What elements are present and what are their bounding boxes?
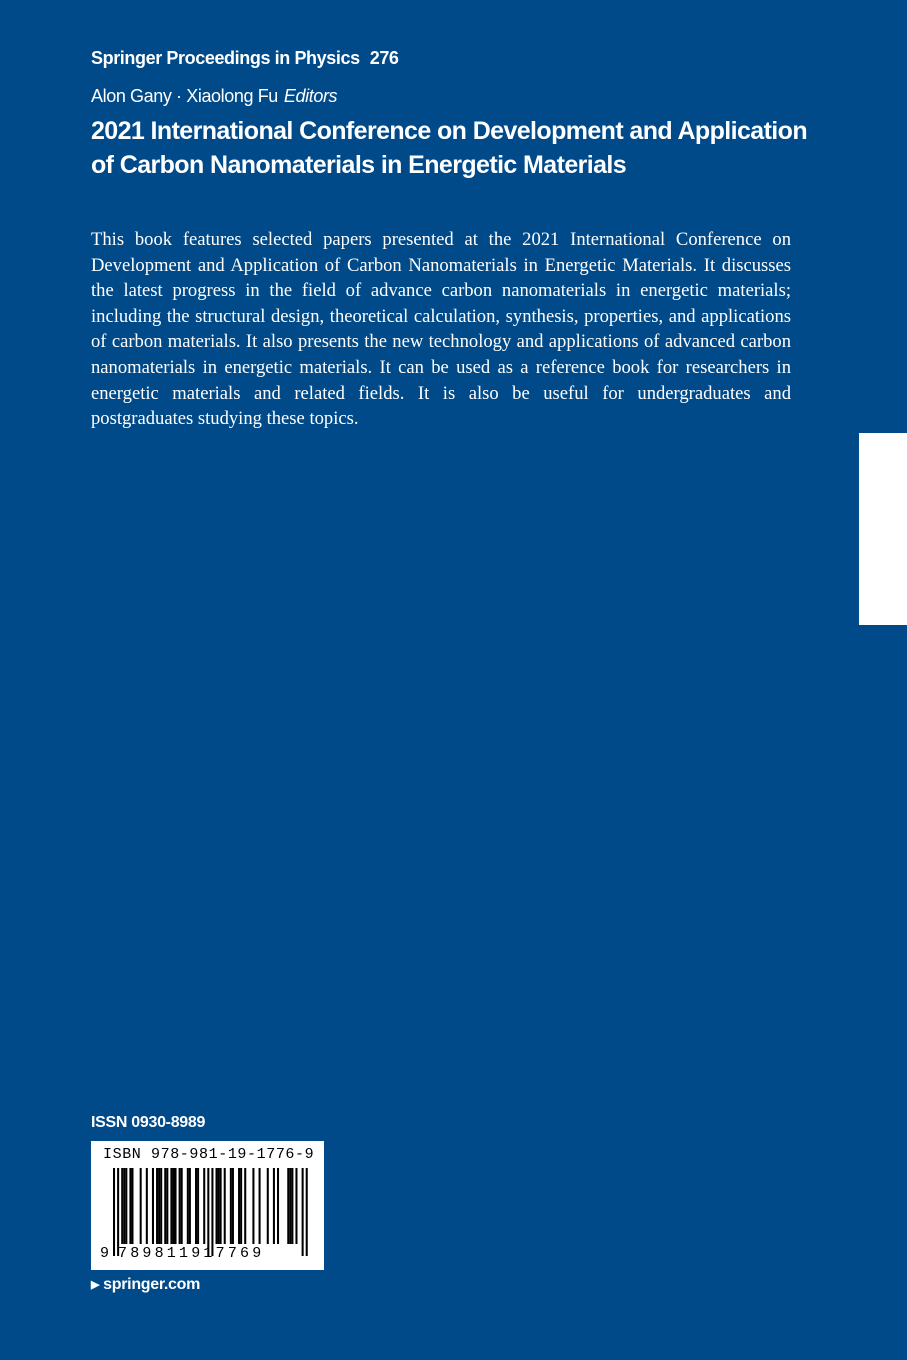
barcode-bar <box>207 1168 209 1256</box>
barcode-bar <box>175 1168 177 1244</box>
ean-first-digit: 9 <box>100 1245 110 1262</box>
barcode-bar <box>164 1168 166 1244</box>
book-title-line-2: of Carbon Nanomaterials in Energetic Materials <box>91 151 627 179</box>
barcode-bar <box>203 1168 205 1244</box>
series-name: Springer Proceedings in Physics <box>91 48 360 68</box>
barcode-bar <box>140 1168 142 1244</box>
barcode-bar <box>259 1168 261 1244</box>
barcode-bar <box>131 1168 133 1244</box>
barcode-bar <box>238 1168 240 1244</box>
arrow-right-icon: ▶ <box>91 1279 100 1291</box>
book-title <box>91 114 811 182</box>
barcode-bar <box>218 1168 220 1244</box>
barcode-bar <box>117 1168 119 1256</box>
barcode-bar <box>187 1168 189 1244</box>
barcode-bar <box>273 1168 275 1244</box>
barcode-bar <box>172 1168 174 1244</box>
barcode-bar <box>267 1168 269 1244</box>
barcode-bar <box>252 1168 254 1244</box>
barcode-bar <box>302 1168 304 1256</box>
springer-link-text: springer.com <box>103 1276 201 1293</box>
barcode-bar <box>230 1168 232 1244</box>
barcode-bar <box>291 1168 293 1244</box>
isbn-label: ISBN 978-981-19-1776-9 <box>103 1146 315 1163</box>
barcode-bar <box>160 1168 162 1244</box>
barcode-bar <box>121 1168 123 1244</box>
barcode-bar <box>181 1168 183 1244</box>
barcode-bar <box>152 1168 154 1244</box>
barcode-bar <box>170 1168 172 1244</box>
barcode-bar <box>179 1168 181 1244</box>
barcode-bar <box>123 1168 125 1244</box>
barcode-bar <box>197 1168 199 1244</box>
series-line <box>91 48 399 69</box>
barcode-bar <box>211 1168 213 1256</box>
ean-digits: 789811917769 <box>118 1245 265 1262</box>
side-tab <box>859 433 907 625</box>
barcode-bar <box>306 1168 308 1256</box>
barcode-bar <box>289 1168 291 1244</box>
barcode-bar <box>129 1168 131 1244</box>
barcode-bar <box>189 1168 191 1244</box>
barcode-bar <box>287 1168 289 1244</box>
barcode-bar <box>146 1168 148 1244</box>
barcode-bar <box>195 1168 197 1244</box>
barcode-bar <box>125 1168 127 1244</box>
barcode-bar <box>156 1168 158 1244</box>
barcode-bar <box>158 1168 160 1244</box>
barcode-bar <box>113 1168 115 1256</box>
issn-label: ISSN 0930-8989 <box>91 1114 206 1131</box>
barcode-bar <box>277 1168 279 1244</box>
springer-link[interactable] <box>91 1276 200 1294</box>
barcode-bar <box>216 1168 218 1244</box>
editor-names: Alon Gany · Xiaolong Fu <box>91 86 278 106</box>
barcode-bar <box>244 1168 246 1244</box>
barcode-box <box>91 1141 324 1270</box>
editors-role: Editors <box>283 86 338 106</box>
barcode-bar <box>224 1168 226 1244</box>
editors-line <box>91 86 337 107</box>
barcode-bar <box>220 1168 222 1244</box>
barcode-bar <box>166 1168 168 1244</box>
book-description: This book features selected papers presented at the 2021 International Conference on Development and Application of Carbon Nanomaterials in Energetic Materials. It discusses the latest progress in the field of advance carbon nanomaterials in energetic materials; including the structural design, theoretical calculation, synthesis, properties, and applications of carbon materials. It also presents the new technology and applications of advanced carbon nanomaterials in energetic materials. It can be used as a reference book for researchers in energetic materials and related fields. It is also be useful for undergraduates and postgraduates studying these topics. <box>91 229 791 430</box>
barcode-bar <box>240 1168 242 1244</box>
barcode-bar <box>295 1168 297 1244</box>
book-title-line-1: 2021 International Conference on Development and Application <box>91 117 807 145</box>
barcode-bar <box>232 1168 234 1244</box>
series-volume: 276 <box>369 48 399 68</box>
